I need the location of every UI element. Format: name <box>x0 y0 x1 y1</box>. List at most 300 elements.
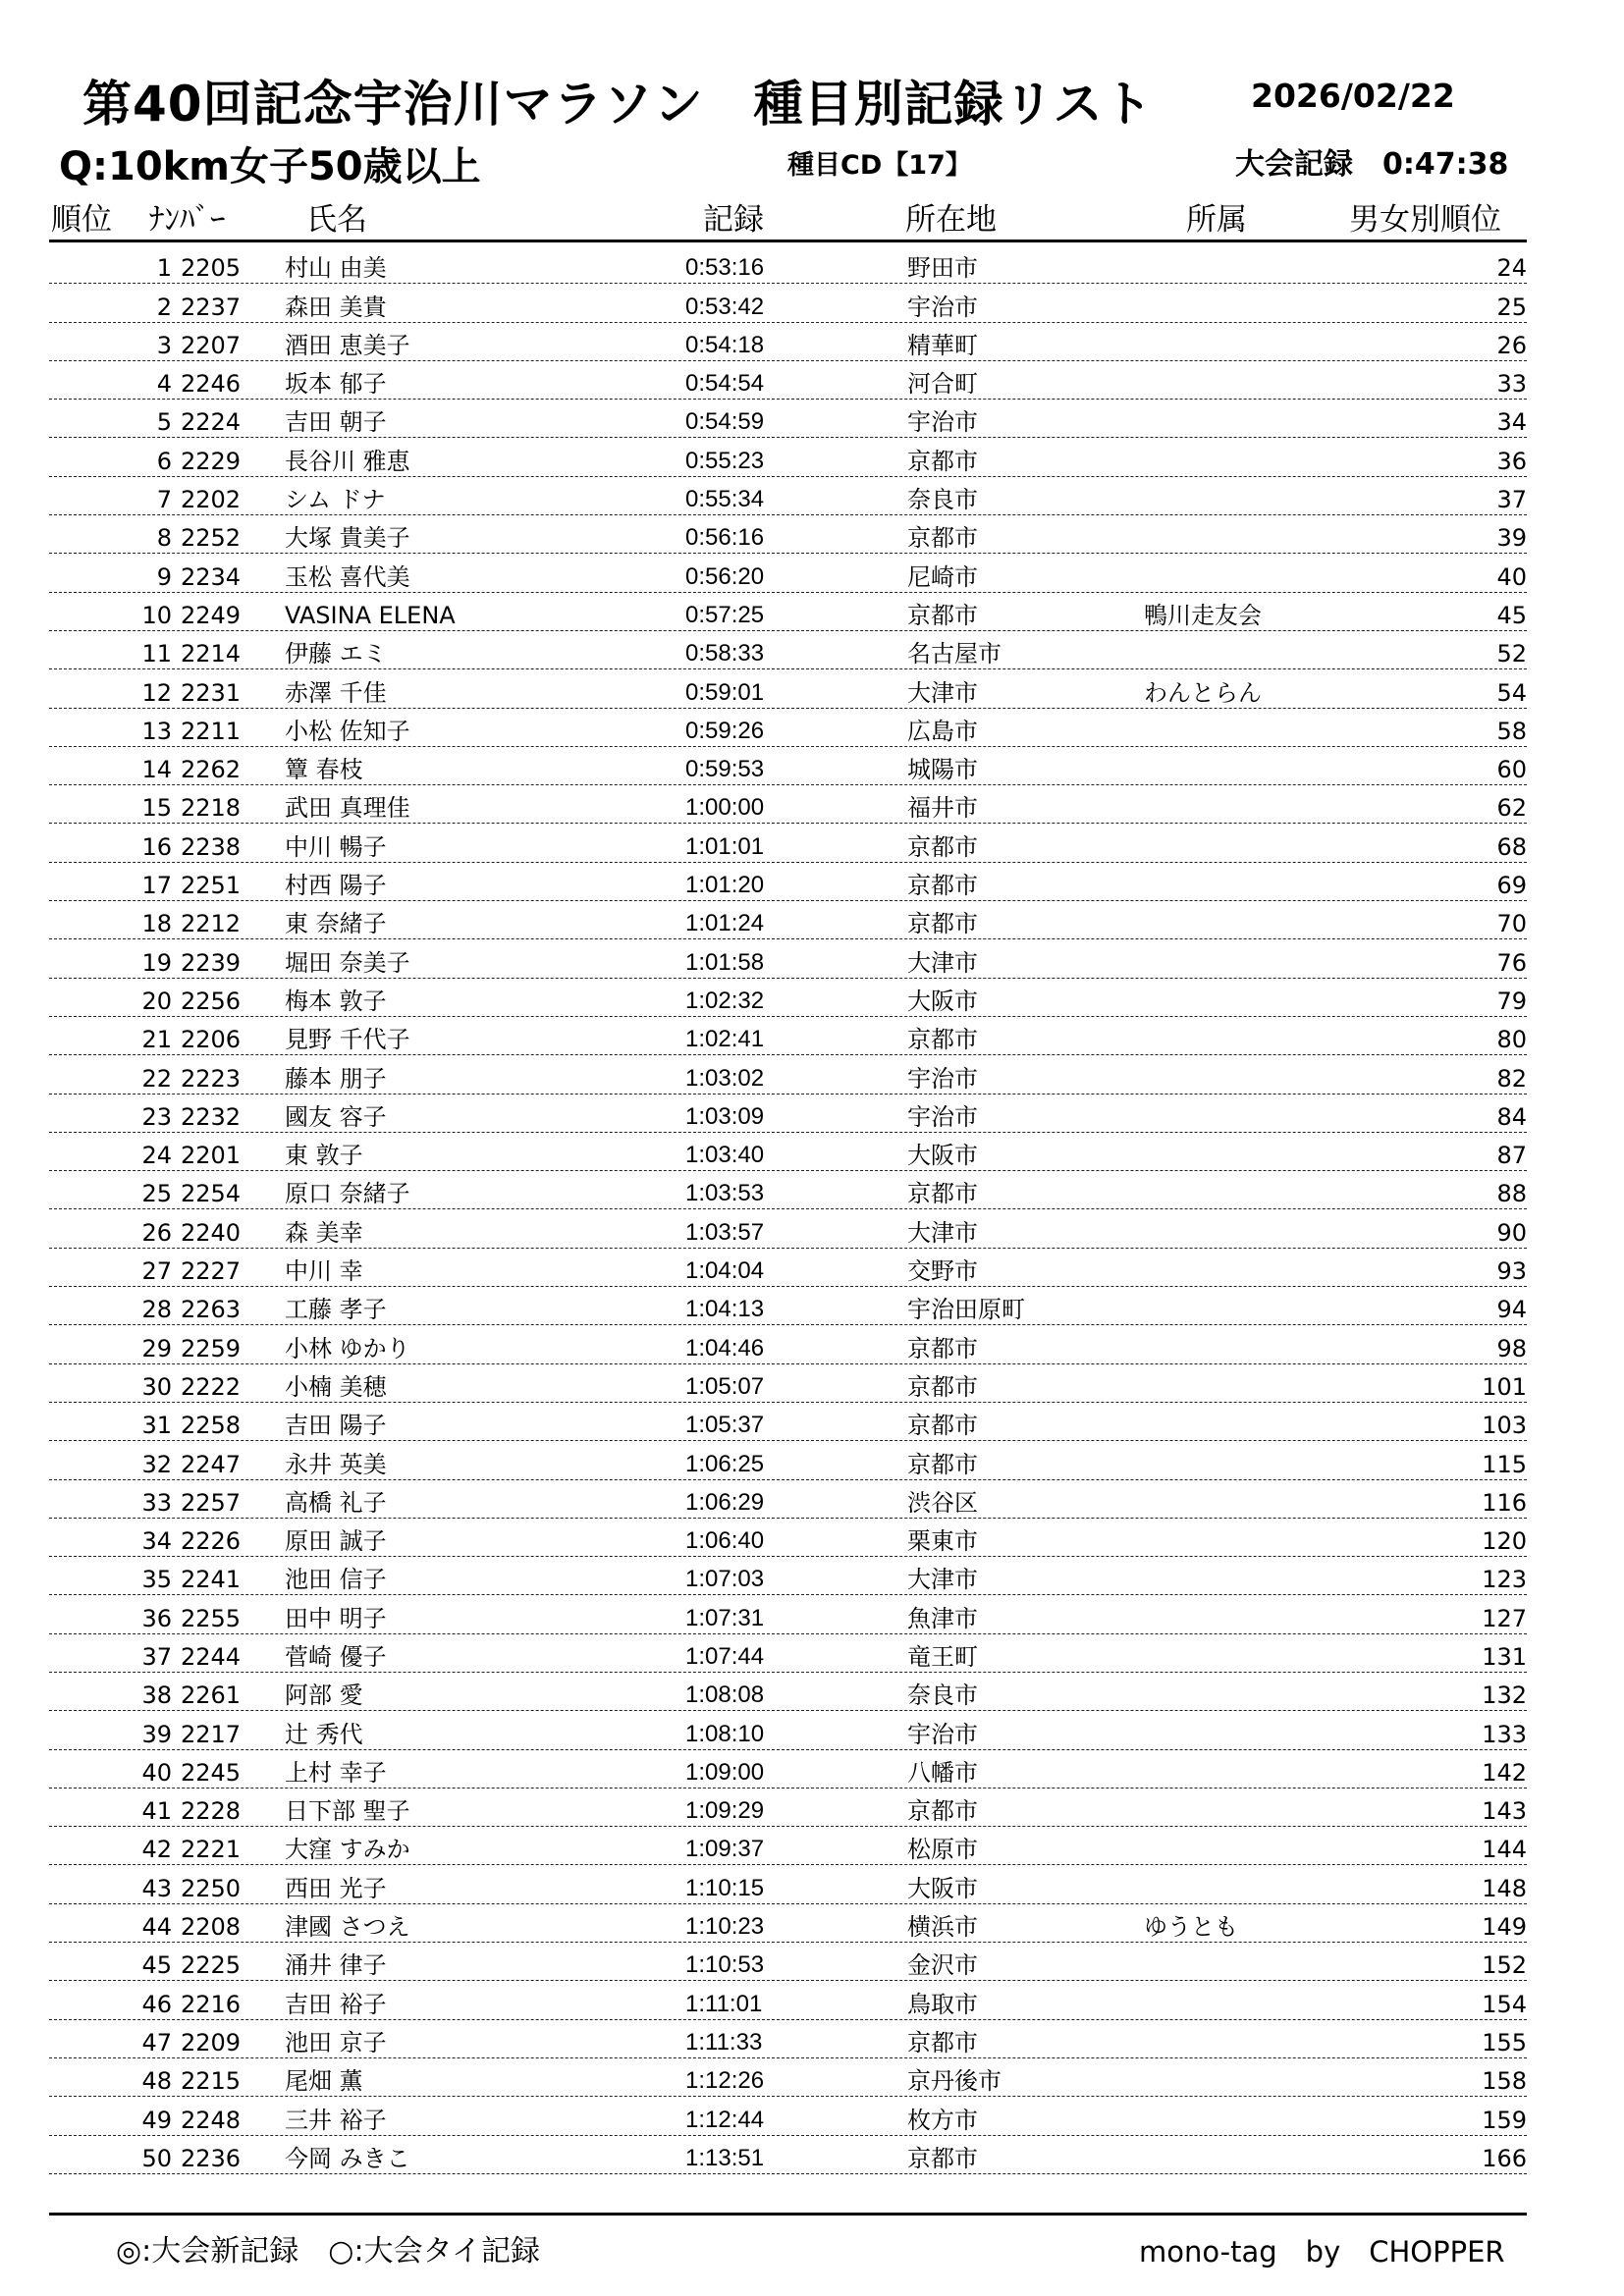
rank-cell: 49 <box>141 2106 172 2134</box>
time-cell: 1:12:44 <box>685 2106 765 2133</box>
bib-cell: 2261 <box>181 1682 242 1710</box>
bib-cell: 2221 <box>181 1836 242 1864</box>
rank-cell: 32 <box>141 1450 172 1478</box>
location-cell: 大津市 <box>907 1566 978 1594</box>
gender-rank-cell: 123 <box>1482 1566 1527 1594</box>
location-cell: 京都市 <box>907 832 978 861</box>
rank-cell: 2 <box>156 293 172 321</box>
name-cell: 小楠 美穂 <box>285 1372 387 1401</box>
table-row <box>49 361 1527 400</box>
table-row <box>49 1287 1527 1325</box>
bib-cell: 2246 <box>181 370 242 399</box>
column-header-bib: ﾅﾝﾊﾞｰ <box>149 202 226 238</box>
location-cell: 京都市 <box>907 872 978 900</box>
bib-cell: 2247 <box>181 1450 242 1478</box>
gender-rank-cell: 34 <box>1496 408 1527 437</box>
time-cell: 0:54:18 <box>685 331 765 358</box>
column-header-gender-rank: 男女別順位 <box>1349 202 1501 238</box>
location-cell: 京丹後市 <box>907 2067 1001 2096</box>
gender-rank-cell: 94 <box>1496 1296 1527 1324</box>
rank-cell: 9 <box>156 562 172 591</box>
gender-rank-cell: 127 <box>1482 1604 1527 1632</box>
bib-cell: 2234 <box>181 562 242 591</box>
bib-cell: 2227 <box>181 1257 242 1286</box>
table-row <box>49 1557 1527 1595</box>
rank-cell: 12 <box>141 678 172 707</box>
gender-rank-cell: 87 <box>1496 1142 1527 1170</box>
rank-cell: 39 <box>141 1720 172 1748</box>
header-divider <box>49 240 1527 242</box>
bib-cell: 2201 <box>181 1142 242 1170</box>
rank-cell: 37 <box>141 1642 172 1671</box>
category-label: Q:10km女子50歳以上 <box>59 144 481 189</box>
location-cell: 松原市 <box>907 1836 978 1864</box>
location-cell: 京都市 <box>907 447 978 475</box>
table-row <box>49 1673 1527 1711</box>
time-cell: 0:55:34 <box>685 486 765 513</box>
table-row <box>49 284 1527 322</box>
rank-cell: 21 <box>141 1026 172 1054</box>
bib-cell: 2239 <box>181 948 242 977</box>
time-cell: 1:10:23 <box>685 1913 765 1941</box>
time-cell: 1:02:32 <box>685 987 765 1014</box>
bib-cell: 2250 <box>181 1874 242 1902</box>
gender-rank-cell: 84 <box>1496 1102 1527 1131</box>
table-row <box>49 1095 1527 1133</box>
rank-cell: 36 <box>141 1604 172 1632</box>
time-cell: 1:01:20 <box>685 872 765 899</box>
location-cell: 大津市 <box>907 678 978 707</box>
name-cell: 伊藤 エミ <box>285 640 387 668</box>
name-cell: 中川 暢子 <box>285 832 387 861</box>
location-cell: 枚方市 <box>907 2106 978 2134</box>
table-row <box>49 939 1527 978</box>
rank-cell: 40 <box>141 1758 172 1787</box>
gender-rank-cell: 115 <box>1482 1450 1527 1478</box>
location-cell: 京都市 <box>907 910 978 938</box>
table-row <box>49 1711 1527 1749</box>
bib-cell: 2249 <box>181 601 242 629</box>
bib-cell: 2225 <box>181 1951 242 1980</box>
location-cell: 尼崎市 <box>907 562 978 591</box>
rank-cell: 17 <box>141 872 172 900</box>
time-cell: 1:07:03 <box>685 1566 765 1593</box>
location-cell: 宇治市 <box>907 1720 978 1748</box>
location-cell: 名古屋市 <box>907 640 1001 668</box>
bib-cell: 2237 <box>181 293 242 321</box>
table-row <box>49 1789 1527 1827</box>
rank-cell: 19 <box>141 948 172 977</box>
gender-rank-cell: 39 <box>1496 524 1527 553</box>
rank-cell: 30 <box>141 1372 172 1401</box>
gender-rank-cell: 93 <box>1496 1257 1527 1286</box>
time-cell: 1:03:40 <box>685 1142 765 1169</box>
column-header-team: 所属 <box>1186 202 1247 238</box>
gender-rank-cell: 40 <box>1496 562 1527 591</box>
gender-rank-cell: 60 <box>1496 756 1527 784</box>
gender-rank-cell: 82 <box>1496 1064 1527 1093</box>
rank-cell: 48 <box>141 2067 172 2096</box>
time-cell: 1:05:07 <box>685 1372 765 1400</box>
table-row <box>49 1055 1527 1094</box>
table-row <box>49 1017 1527 1055</box>
bib-cell: 2252 <box>181 524 242 553</box>
table-row <box>49 785 1527 824</box>
name-cell: 涌井 律子 <box>285 1951 387 1980</box>
location-cell: 宇治田原町 <box>907 1296 1025 1324</box>
bib-cell: 2209 <box>181 2028 242 2056</box>
name-cell: 工藤 孝子 <box>285 1296 387 1324</box>
table-row <box>49 2020 1527 2058</box>
time-cell: 0:54:54 <box>685 370 765 398</box>
time-cell: 0:54:59 <box>685 408 765 436</box>
name-cell: VASINA ELENA <box>285 601 456 629</box>
name-cell: シム ドナ <box>285 486 386 514</box>
time-cell: 1:12:26 <box>685 2067 765 2095</box>
table-row <box>49 323 1527 361</box>
bib-cell: 2258 <box>181 1412 242 1440</box>
rank-cell: 4 <box>156 370 172 399</box>
team-cell: 鴨川走友会 <box>1144 601 1262 629</box>
time-cell: 1:10:15 <box>685 1874 765 1901</box>
table-row <box>49 1981 1527 2019</box>
time-cell: 0:59:53 <box>685 756 765 783</box>
table-row <box>49 2058 1527 2097</box>
bib-cell: 2262 <box>181 756 242 784</box>
time-cell: 0:56:16 <box>685 524 765 552</box>
time-cell: 1:03:57 <box>685 1218 765 1246</box>
location-cell: 京都市 <box>907 2144 978 2172</box>
rank-cell: 14 <box>141 756 172 784</box>
rank-cell: 10 <box>141 601 172 629</box>
time-cell: 1:01:58 <box>685 948 765 976</box>
table-row <box>49 669 1527 708</box>
name-cell: 藤本 朋子 <box>285 1064 387 1093</box>
document-title: 第40回記念宇治川マラソン 種目別記録リスト <box>82 76 1154 133</box>
time-cell: 1:11:33 <box>685 2028 763 2056</box>
location-cell: 宇治市 <box>907 293 978 321</box>
time-cell: 1:05:37 <box>685 1412 765 1439</box>
bib-cell: 2212 <box>181 910 242 938</box>
table-row <box>49 1750 1527 1789</box>
table-row <box>49 1325 1527 1363</box>
name-cell: 三井 裕子 <box>285 2106 387 2134</box>
location-cell: 京都市 <box>907 524 978 553</box>
name-cell: 長谷川 雅恵 <box>285 447 410 475</box>
team-cell: ゆうとも <box>1144 1913 1238 1942</box>
table-row <box>49 1209 1527 1248</box>
table-row <box>49 593 1527 631</box>
table-row <box>49 515 1527 554</box>
name-cell: 原口 奈緒子 <box>285 1180 410 1208</box>
location-cell: 金沢市 <box>907 1951 978 1980</box>
column-header-name: 氏名 <box>306 202 367 238</box>
location-cell: 宇治市 <box>907 408 978 437</box>
rank-cell: 20 <box>141 987 172 1015</box>
gender-rank-cell: 116 <box>1482 1488 1527 1517</box>
rank-cell: 31 <box>141 1412 172 1440</box>
time-cell: 0:56:20 <box>685 562 765 590</box>
location-cell: 宇治市 <box>907 1064 978 1093</box>
rank-cell: 27 <box>141 1257 172 1286</box>
bib-cell: 2205 <box>181 254 242 283</box>
bib-cell: 2216 <box>181 1990 242 2018</box>
gender-rank-cell: 62 <box>1496 794 1527 823</box>
bib-cell: 2224 <box>181 408 242 437</box>
table-row <box>49 901 1527 939</box>
gender-rank-cell: 152 <box>1482 1951 1527 1980</box>
column-header-time: 記録 <box>703 202 764 238</box>
name-cell: 尾畑 薫 <box>285 2067 363 2096</box>
bib-cell: 2263 <box>181 1296 242 1324</box>
location-cell: 横浜市 <box>907 1913 978 1942</box>
document-date: 2026/02/22 <box>1251 77 1455 115</box>
footer-divider <box>49 2213 1527 2216</box>
rank-cell: 22 <box>141 1064 172 1093</box>
name-cell: 池田 京子 <box>285 2028 387 2056</box>
gender-rank-cell: 45 <box>1496 601 1527 629</box>
location-cell: 京都市 <box>907 1412 978 1440</box>
name-cell: 梅本 敦子 <box>285 987 387 1015</box>
gender-rank-cell: 154 <box>1482 1990 1527 2018</box>
time-cell: 1:06:29 <box>685 1488 765 1516</box>
location-cell: 広島市 <box>907 717 978 745</box>
gender-rank-cell: 131 <box>1482 1642 1527 1671</box>
bib-cell: 2248 <box>181 2106 242 2134</box>
name-cell: 堀田 奈美子 <box>285 948 410 977</box>
bib-cell: 2202 <box>181 486 242 514</box>
gender-rank-cell: 166 <box>1482 2144 1527 2172</box>
gender-rank-cell: 54 <box>1496 678 1527 707</box>
name-cell: 辻 秀代 <box>285 1720 363 1748</box>
gender-rank-cell: 148 <box>1482 1874 1527 1902</box>
time-cell: 1:00:00 <box>685 794 765 822</box>
gender-rank-cell: 143 <box>1482 1797 1527 1826</box>
category-code: 種目CD【17】 <box>787 150 972 181</box>
bib-cell: 2218 <box>181 794 242 823</box>
table-row <box>49 477 1527 515</box>
table-row <box>49 400 1527 438</box>
gender-rank-cell: 79 <box>1496 987 1527 1015</box>
location-cell: 鳥取市 <box>907 1990 978 2018</box>
time-cell: 1:04:46 <box>685 1334 765 1362</box>
rank-cell: 28 <box>141 1296 172 1324</box>
bib-cell: 2208 <box>181 1913 242 1942</box>
location-cell: 大津市 <box>907 948 978 977</box>
name-cell: 吉田 朝子 <box>285 408 387 437</box>
gender-rank-cell: 98 <box>1496 1334 1527 1362</box>
table-row <box>49 1904 1527 1943</box>
table-row <box>49 1943 1527 1981</box>
rank-cell: 29 <box>141 1334 172 1362</box>
table-row <box>49 1865 1527 1903</box>
name-cell: 今岡 みきこ <box>285 2144 410 2172</box>
location-cell: 城陽市 <box>907 756 978 784</box>
name-cell: 森田 美貴 <box>285 293 387 321</box>
rank-cell: 47 <box>141 2028 172 2056</box>
name-cell: 阿部 愛 <box>285 1682 363 1710</box>
gender-rank-cell: 155 <box>1482 2028 1527 2056</box>
name-cell: 大塚 貴美子 <box>285 524 410 553</box>
gender-rank-cell: 142 <box>1482 1758 1527 1787</box>
gender-rank-cell: 88 <box>1496 1180 1527 1208</box>
time-cell: 1:08:10 <box>685 1720 765 1747</box>
name-cell: 玉松 喜代美 <box>285 562 410 591</box>
location-cell: 奈良市 <box>907 1682 978 1710</box>
rank-cell: 26 <box>141 1218 172 1247</box>
name-cell: 村山 由美 <box>285 254 387 283</box>
location-cell: 京都市 <box>907 2028 978 2056</box>
time-cell: 1:02:41 <box>685 1026 765 1053</box>
name-cell: 大窪 すみか <box>285 1836 410 1864</box>
location-cell: 京都市 <box>907 1180 978 1208</box>
gender-rank-cell: 149 <box>1482 1913 1527 1942</box>
time-cell: 0:55:23 <box>685 447 765 474</box>
name-cell: 吉田 陽子 <box>285 1412 387 1440</box>
time-cell: 1:09:29 <box>685 1797 765 1825</box>
gender-rank-cell: 101 <box>1482 1372 1527 1401</box>
bib-cell: 2238 <box>181 832 242 861</box>
rank-cell: 46 <box>141 1990 172 2018</box>
column-header-row <box>0 194 1624 236</box>
rank-cell: 44 <box>141 1913 172 1942</box>
gender-rank-cell: 70 <box>1496 910 1527 938</box>
location-cell: 京都市 <box>907 1450 978 1478</box>
time-cell: 1:03:09 <box>685 1102 765 1130</box>
time-cell: 1:06:40 <box>685 1527 765 1555</box>
rank-cell: 38 <box>141 1682 172 1710</box>
bib-cell: 2211 <box>181 717 242 745</box>
table-row <box>49 1595 1527 1633</box>
name-cell: 小松 佐知子 <box>285 717 410 745</box>
gender-rank-cell: 25 <box>1496 293 1527 321</box>
name-cell: 津國 さつえ <box>285 1913 410 1942</box>
time-cell: 1:03:02 <box>685 1064 765 1092</box>
location-cell: 野田市 <box>907 254 978 283</box>
rank-cell: 50 <box>141 2144 172 2172</box>
location-cell: 八幡市 <box>907 1758 978 1787</box>
bib-cell: 2255 <box>181 1604 242 1632</box>
bib-cell: 2215 <box>181 2067 242 2096</box>
time-cell: 1:01:01 <box>685 832 765 860</box>
location-cell: 福井市 <box>907 794 978 823</box>
gender-rank-cell: 132 <box>1482 1682 1527 1710</box>
bib-cell: 2229 <box>181 447 242 475</box>
location-cell: 大津市 <box>907 1218 978 1247</box>
rank-cell: 1 <box>156 254 172 283</box>
location-cell: 竜王町 <box>907 1642 978 1671</box>
table-row <box>49 709 1527 747</box>
time-cell: 0:59:26 <box>685 717 765 744</box>
name-cell: 中川 幸 <box>285 1257 363 1286</box>
name-cell: 簟 春枝 <box>285 756 363 784</box>
time-cell: 1:04:13 <box>685 1296 765 1323</box>
location-cell: 京都市 <box>907 1334 978 1362</box>
name-cell: 武田 真理佳 <box>285 794 410 823</box>
time-cell: 0:53:42 <box>685 293 765 320</box>
gender-rank-cell: 80 <box>1496 1026 1527 1054</box>
bib-cell: 2259 <box>181 1334 242 1362</box>
name-cell: 東 奈緒子 <box>285 910 387 938</box>
results-table <box>0 245 1624 2174</box>
bib-cell: 2222 <box>181 1372 242 1401</box>
location-cell: 魚津市 <box>907 1604 978 1632</box>
rank-cell: 41 <box>141 1797 172 1826</box>
rank-cell: 16 <box>141 832 172 861</box>
rank-cell: 34 <box>141 1527 172 1556</box>
gender-rank-cell: 33 <box>1496 370 1527 399</box>
name-cell: 見野 千代子 <box>285 1026 410 1054</box>
rank-cell: 18 <box>141 910 172 938</box>
column-header-rank: 順位 <box>51 202 112 238</box>
time-cell: 1:09:37 <box>685 1836 765 1863</box>
table-row <box>49 1441 1527 1479</box>
rank-cell: 23 <box>141 1102 172 1131</box>
name-cell: 酒田 恵美子 <box>285 331 410 359</box>
table-row <box>49 979 1527 1017</box>
gender-rank-cell: 26 <box>1496 331 1527 359</box>
location-cell: 大阪市 <box>907 1874 978 1902</box>
name-cell: 池田 信子 <box>285 1566 387 1594</box>
name-cell: 永井 英美 <box>285 1450 387 1478</box>
gender-rank-cell: 159 <box>1482 2106 1527 2134</box>
table-row <box>49 747 1527 785</box>
name-cell: 吉田 裕子 <box>285 1990 387 2018</box>
table-row <box>49 438 1527 476</box>
gender-rank-cell: 144 <box>1482 1836 1527 1864</box>
time-cell: 1:06:25 <box>685 1450 765 1477</box>
team-cell: わんとらん <box>1144 678 1262 707</box>
bib-cell: 2228 <box>181 1797 242 1826</box>
bib-cell: 2245 <box>181 1758 242 1787</box>
gender-rank-cell: 103 <box>1482 1412 1527 1440</box>
table-row <box>49 1403 1527 1441</box>
name-cell: 國友 容子 <box>285 1102 387 1131</box>
gender-rank-cell: 69 <box>1496 872 1527 900</box>
rank-cell: 42 <box>141 1836 172 1864</box>
rank-cell: 15 <box>141 794 172 823</box>
name-cell: 上村 幸子 <box>285 1758 387 1787</box>
table-row <box>49 1171 1527 1209</box>
table-row <box>49 1480 1527 1519</box>
name-cell: 赤澤 千佳 <box>285 678 387 707</box>
time-cell: 1:01:24 <box>685 910 765 937</box>
location-cell: 河合町 <box>907 370 978 399</box>
gender-rank-cell: 37 <box>1496 486 1527 514</box>
bib-cell: 2231 <box>181 678 242 707</box>
footer-legend: ◎:大会新記録 ○:大会タイ記録 <box>116 2234 540 2269</box>
rank-cell: 33 <box>141 1488 172 1517</box>
rank-cell: 11 <box>141 640 172 668</box>
name-cell: 坂本 郁子 <box>285 370 387 399</box>
bib-cell: 2236 <box>181 2144 242 2172</box>
time-cell: 0:57:25 <box>685 601 765 628</box>
gender-rank-cell: 52 <box>1496 640 1527 668</box>
gender-rank-cell: 158 <box>1482 2067 1527 2096</box>
location-cell: 京都市 <box>907 1797 978 1826</box>
time-cell: 1:08:08 <box>685 1682 765 1709</box>
bib-cell: 2256 <box>181 987 242 1015</box>
gender-rank-cell: 76 <box>1496 948 1527 977</box>
table-row <box>49 631 1527 669</box>
location-cell: 交野市 <box>907 1257 978 1286</box>
gender-rank-cell: 24 <box>1496 254 1527 283</box>
location-cell: 京都市 <box>907 601 978 629</box>
table-row <box>49 245 1527 284</box>
rank-cell: 5 <box>156 408 172 437</box>
gender-rank-cell: 90 <box>1496 1218 1527 1247</box>
location-cell: 宇治市 <box>907 1102 978 1131</box>
